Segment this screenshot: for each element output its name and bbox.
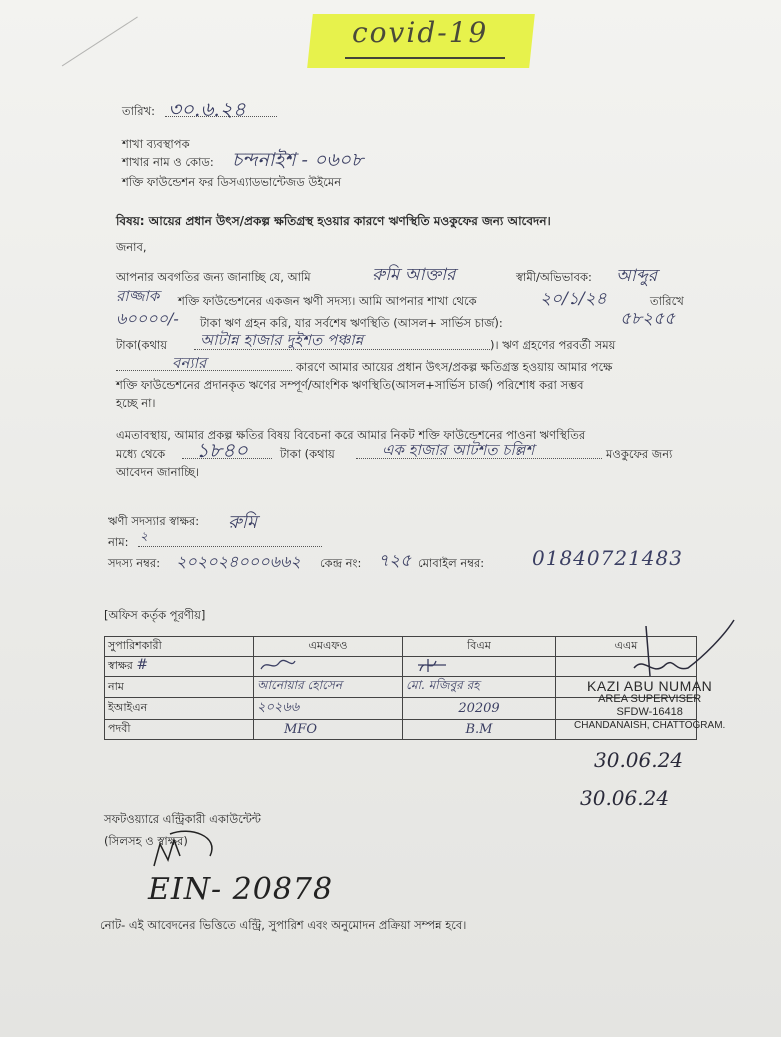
heading-covid: covid-19 xyxy=(352,16,489,49)
waive-words-hw: এক হাজার আটশত চল্লিশ xyxy=(382,441,535,459)
software-line1: সফটওয়্যারে এন্ট্রিকারী একাউন্টেন্ট xyxy=(104,812,261,826)
para2-text1: এমতাবস্থায়, আমার প্রকল্প ক্ষতির বিষয় বিবেচনা করে আমার নিকট শক্তি ফাউন্ডেশনের পাওনা ঋণস্থিতির xyxy=(116,428,586,442)
table-cell xyxy=(254,657,403,677)
member-name-value: ২ xyxy=(140,529,148,543)
member-no-hw: ২০২০২৪০০০৬৬২ xyxy=(176,552,301,571)
para1-text2: স্বামী/অভিভাবক: xyxy=(516,270,592,284)
member-no-label: সদস্য নম্বর: xyxy=(108,556,161,570)
am-seal xyxy=(574,680,725,732)
seal-id: SFDW-16418 xyxy=(616,706,683,718)
table-cell: আনোয়ার হোসেন xyxy=(254,677,403,698)
subject-line: বিষয়: আয়ের প্রধান উৎস/প্রকল্প ক্ষতিগ্রস্থ হওয়ার কারণে ঋণস্থিতি মওকুফের জন্য আবেদন। xyxy=(116,214,551,228)
table-header-cell: এমএফও xyxy=(254,637,403,657)
member-name-dots xyxy=(138,546,322,547)
para1-text9: শক্তি ফাউন্ডেশনের প্রদানকৃত ঋণের সম্পূর্ণ/আংশিক ঋণস্থিতি(আসল+সার্ভিস চার্জ) পরিশোধ করা সম্ভব xyxy=(116,378,584,392)
bm-signature xyxy=(406,657,456,673)
addressee-line3: শক্তি ফাউন্ডেশন ফর ডিসএ্যাডভান্টেজড উইমেন xyxy=(122,175,342,189)
addressee-code-label: শাখার নাম ও কোড: xyxy=(122,155,214,169)
member-name-hw: রুমি আক্তার xyxy=(372,265,456,285)
am-signature xyxy=(604,616,744,686)
para1-text8: কারণে আমার আয়ের প্রধান উৎস/প্রকল্প ক্ষতিগ্রস্ত হওয়ায় আমার পক্ষে xyxy=(296,360,613,374)
loan-date-hw: ২০/১/২৪ xyxy=(540,289,607,309)
handwritten-date-2: 30.06.24 xyxy=(580,786,670,810)
para1-text5: টাকা ঋণ গ্রহন করি, যার সর্বশেষ ঋণস্থিতি (আসল+ সার্ভিস চার্জ): xyxy=(200,316,503,330)
para1-text3: শক্তি ফাউন্ডেশনের একজন ঋণী সদস্য। আমি আপনার শাখা থেকে xyxy=(178,294,477,308)
row-mark: # xyxy=(136,657,149,673)
para1-text10: হচ্ছে না। xyxy=(116,396,156,410)
ein-handwritten: EIN- 20878 xyxy=(148,872,334,907)
waive-amount-hw: ১৮৪০ xyxy=(196,438,248,462)
para2-text5: আবেদন জানাচ্ছি। xyxy=(116,465,200,479)
mobile-label: মোবাইল নম্বর: xyxy=(418,556,485,570)
table-header-cell: সুপারিশকারী xyxy=(105,637,254,657)
office-use-label: [অফিস কর্তৃক পূরণীয়] xyxy=(104,608,206,622)
date-value: ৩০.৬.২৪ xyxy=(168,97,246,121)
guardian-hw-2: রাজ্জাক xyxy=(116,287,160,305)
seal-title: AREA SUPERVISER xyxy=(598,693,702,705)
table-row-label-sign xyxy=(105,657,254,677)
para2-text2: মধ্যে থেকে xyxy=(116,447,166,461)
balance-words-hw: আটান্ন হাজার দুইশত পঞ্চান্ন xyxy=(200,331,364,349)
table-cell: পদবী xyxy=(105,720,254,740)
para1-text1: আপনার অবগতির জন্য জানাচ্ছি যে, আমি xyxy=(116,270,311,284)
center-no-label: কেন্দ্র নং: xyxy=(320,556,362,570)
salutation: জনাব, xyxy=(116,240,147,254)
member-sign-hw: রুমি xyxy=(228,512,257,533)
table-cell: B.M xyxy=(403,720,556,740)
seal-place: CHANDANAISH, CHATTOGRAM. xyxy=(574,720,726,731)
paper-fold xyxy=(40,0,138,66)
para1-text7: )। ঋণ গ্রহণের পরবর্তী সময় xyxy=(490,338,616,352)
addressee-line1: শাখা ব্যবস্থাপক xyxy=(122,137,190,151)
table-header-cell: বিএম xyxy=(403,637,556,657)
center-no-hw: ৭২৫ xyxy=(378,551,412,571)
heading-underline xyxy=(345,57,505,59)
table-header-cell: এএম xyxy=(556,637,697,657)
para1-text6: টাকা(কথায় xyxy=(116,338,168,352)
table-cell: ইআইএন xyxy=(105,698,254,720)
para2-text4: মওকুফের জন্য xyxy=(606,447,673,461)
balance-words-dots xyxy=(194,349,490,350)
software-line2: (সিলসহ ও স্বাক্ষর) xyxy=(104,834,188,848)
table-cell: MFO xyxy=(254,720,403,740)
table-cell: মো. মজিবুর রহ xyxy=(403,677,556,698)
member-name-label: নাম: xyxy=(108,535,129,549)
table-cell: 20209 xyxy=(403,698,556,720)
date-label: তারিখ: xyxy=(122,104,156,118)
mfo-signature xyxy=(257,657,297,673)
seal-name: KAZI ABU NUMAN xyxy=(587,678,713,694)
table-cell xyxy=(403,657,556,677)
loan-amount-hw: ৬০০০০/- xyxy=(116,309,179,328)
branch-code-value: চন্দনাইশ - ০৬০৮ xyxy=(232,149,364,171)
footer-note: নোট- এই আবেদনের ভিত্তিতে এন্ট্রি, সুপারিশ এবং অনুমোদন প্রক্রিয়া সম্পন্ন হবে। xyxy=(100,918,467,932)
handwritten-date-1: 30.06.24 xyxy=(594,748,684,772)
accountant-signature xyxy=(150,826,230,876)
date-dots xyxy=(165,116,277,117)
table-cell: ২০২৬৬ xyxy=(254,698,403,720)
member-sign-label: ঋণী সদস্যার স্বাক্ষর: xyxy=(108,514,200,528)
mobile-hw: 01840721483 xyxy=(532,546,683,570)
row-label: স্বাক্ষর xyxy=(108,659,133,672)
table-cell: নাম xyxy=(105,677,254,698)
para2-text3: টাকা (কথায় xyxy=(280,447,335,461)
para1-text4: তারিখে xyxy=(650,294,684,308)
guardian-hw-1: আব্দুর xyxy=(616,266,658,286)
balance-hw: ৫৮২৫৫ xyxy=(620,309,676,329)
cause-hw: বন্যার xyxy=(172,354,207,372)
